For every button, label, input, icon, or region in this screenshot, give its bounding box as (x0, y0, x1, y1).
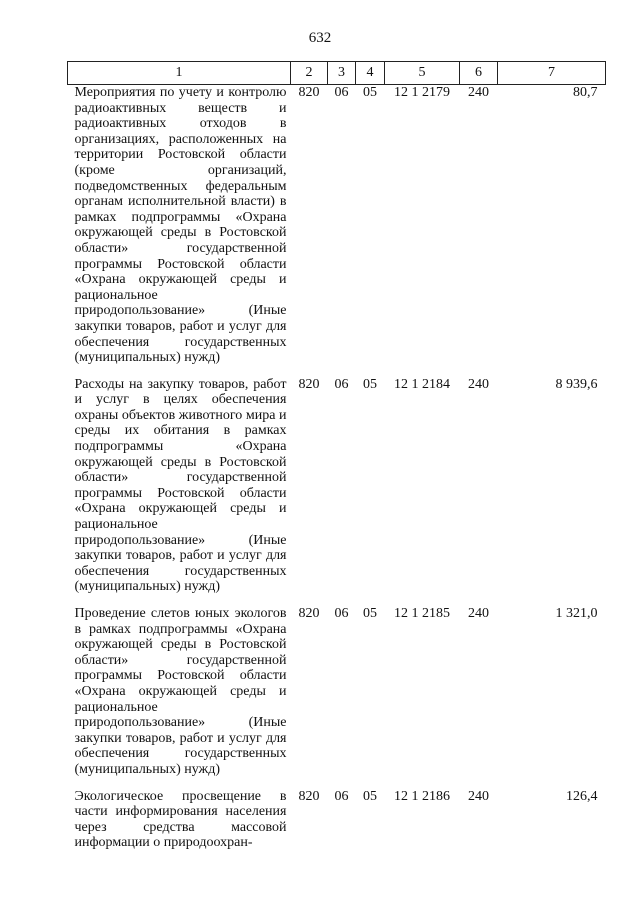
column-header-2: 2 (291, 62, 328, 85)
budget-table (67, 61, 606, 862)
row-code-ministry: 820 (298, 788, 320, 804)
header-row (68, 62, 606, 85)
table-row (68, 789, 606, 862)
row-code-ministry: 820 (298, 85, 320, 100)
row-description: Расходы на закупку товаров, работ и услуг в целях обеспечения охраны объектов животного мира и среды их обитания в рамках подпрограммы «Охрана окружающей среды в Ростовской области» государственной программы Ростовской области «Охрана окружающей среды и рациональное природопользование» (Иные закупки товаров, работ и услуг для обеспечения государственных (муниципальных) нужд) (74, 376, 287, 595)
column-header-3: 3 (328, 62, 356, 85)
row-code-target: 12 1 2179 (394, 85, 450, 100)
row-amount: 80,7 (573, 85, 598, 100)
row-code-expense-type: 240 (468, 85, 489, 100)
row-amount: 126,4 (566, 788, 598, 804)
row-amount: 1 321,0 (555, 606, 598, 621)
row-code-section: 06 (334, 376, 349, 392)
table-row (68, 606, 606, 789)
row-code-ministry: 820 (298, 606, 320, 621)
column-header-1: 1 (68, 62, 291, 85)
table-row (68, 85, 606, 377)
row-description: Экологическое просвещение в части информирования населения через средства массовой информации о природоохран- (74, 788, 287, 851)
page-number: 632 (308, 30, 332, 46)
row-description: Проведение слетов юных экологов в рамках подпрограммы «Охрана окружающей среды в Ростовской области» государственной программы Ростовской области «Охрана окружающей среды и рациональное природопользование» (Иные закупки товаров, работ и услуг для обеспечения государственных (муниципальных) нужд) (74, 606, 287, 777)
row-code-target: 12 1 2184 (394, 376, 450, 392)
row-code-subsection: 05 (363, 85, 377, 100)
table-row (68, 377, 606, 606)
row-code-subsection: 05 (363, 788, 377, 804)
row-description: Мероприятия по учету и контролю радиоактивных веществ и радиоактивных отходов в организациях, расположенных на территории Ростовской области (кроме организаций, подведомственных федеральным органам исполнительной власти) в рамках подпрограммы «Охрана окружающей среды в Ростовской области» государственной программы Ростовской области «Охрана окружающей среды и рациональное природопользование» (Иные закупки товаров, работ и услуг для обеспечения государственных (муниципальных) нужд) (74, 85, 287, 366)
row-code-expense-type: 240 (468, 788, 489, 804)
column-header-6: 6 (460, 62, 498, 85)
column-header-5: 5 (385, 62, 460, 85)
row-code-subsection: 05 (363, 376, 377, 392)
row-code-section: 06 (334, 606, 349, 621)
row-code-expense-type: 240 (468, 606, 489, 621)
column-header-7: 7 (498, 62, 606, 85)
row-code-subsection: 05 (363, 606, 377, 621)
row-code-section: 06 (334, 85, 349, 100)
row-code-target: 12 1 2186 (394, 788, 450, 804)
row-code-target: 12 1 2185 (394, 606, 450, 621)
row-amount: 8 939,6 (555, 376, 598, 392)
column-header-4: 4 (356, 62, 385, 85)
row-code-section: 06 (334, 788, 349, 804)
row-code-expense-type: 240 (468, 376, 489, 392)
row-code-ministry: 820 (298, 376, 320, 392)
